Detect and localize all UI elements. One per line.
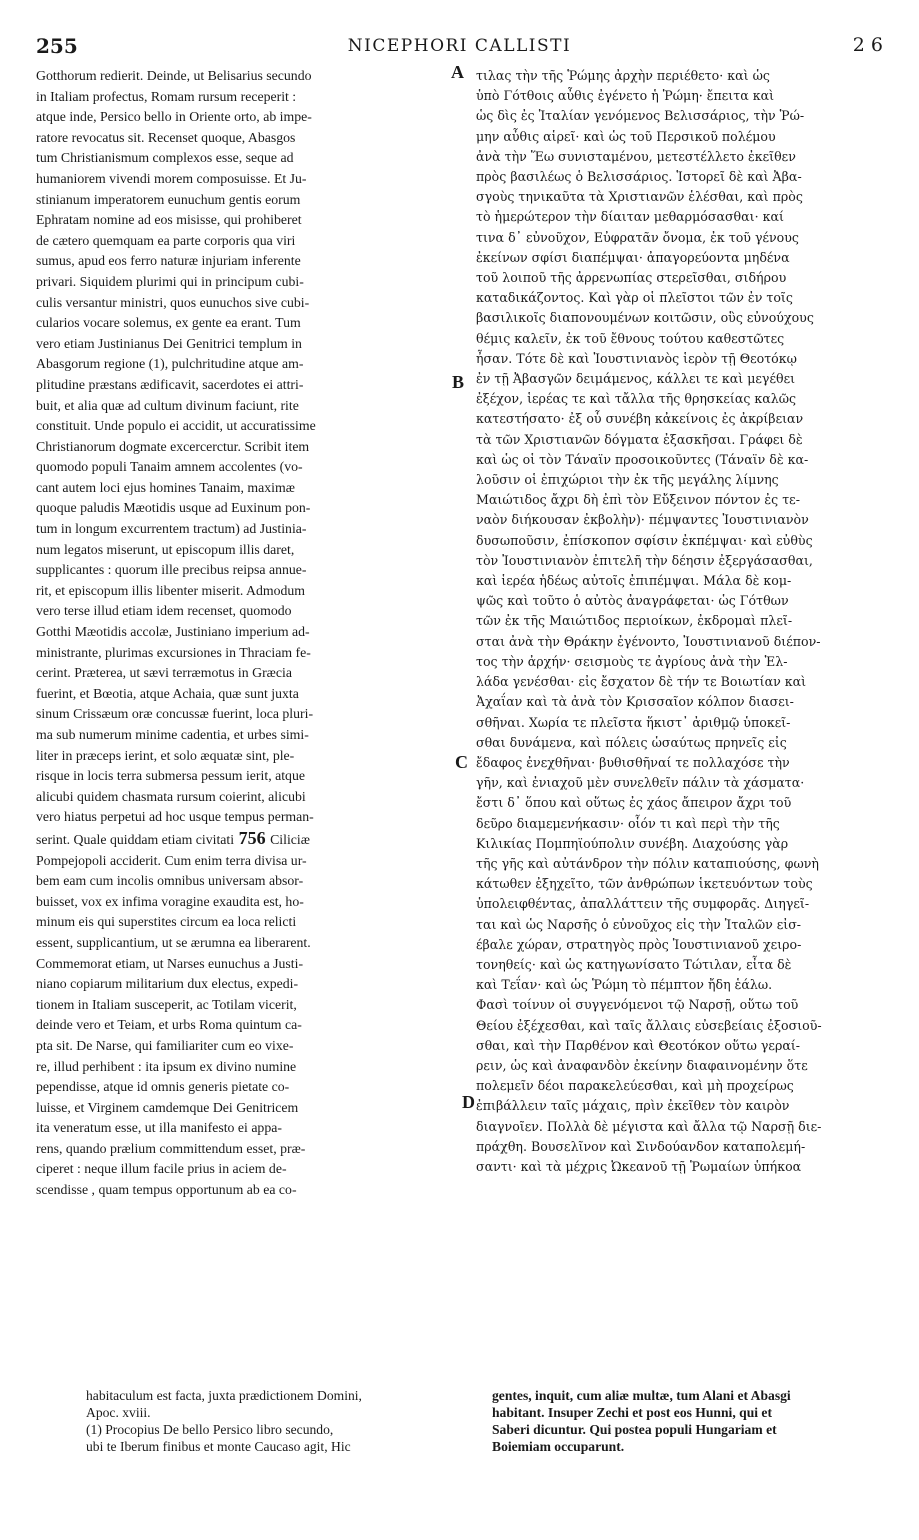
latin-text-line: Ephratam nomine ad eos misisse, qui prohiberet: [36, 212, 302, 228]
greek-text-line: δεῦρο διαμεμενήκασιν· οἷόν τι καὶ περὶ τὴν τῆς: [476, 815, 780, 831]
latin-text-line: pta sit. De Narse, qui familiariter cum eo vixe-: [36, 1037, 294, 1053]
footer-right-text: [492, 1387, 892, 1455]
footer-left-line: Apoc. xviii.: [86, 1405, 151, 1420]
latin-text-line: plitudine præstans ædificavit, sacerdotes ei attri-: [36, 376, 304, 392]
footer-left-text: [86, 1387, 466, 1421]
greek-text-line: σγοὺς τηνικαῦτα τὰ Χριστιανῶν ἑλέσθαι, καὶ πρὸς: [476, 189, 803, 205]
greek-text-line: ψῶς καὶ τοῦτο ὁ αὐτὸς ἀναγράφεται· ὡς Γότθων: [476, 593, 789, 609]
greek-text-line: Μαιώτιδος ἄχρι δὴ ἐπὶ τὸν Εὔξεινον πόντον ἐς τε-: [476, 492, 800, 508]
greek-text-line: κατεστήσατο· ἐξ οὗ συνέβη κἀκείνοις ἐς ἀκρίβειαν: [476, 411, 804, 427]
greek-text-line: καὶ Τεΐαν· καὶ ὡς Ῥώμη τὸ πέμπτον ἤδη ἑάλω.: [476, 977, 773, 993]
footer-right-line: Saberi dicuntur. Qui postea populi Hungariam et: [492, 1422, 777, 1437]
greek-text-line: λοῦσιν οἱ ἐπιχώριοι τὴν ἐκ τῆς μεγάλης λίμνης: [476, 472, 779, 488]
greek-text-line: έβαλε χώραν, στρατηγὸς πρὸς Ἰουστινιανοῦ χειρο-: [476, 936, 802, 952]
latin-text-line: Abasgorum regione (1), pulchritudine atque am-: [36, 356, 304, 372]
greek-text-line: ἀνὰ τὴν Ἕω συνισταμένου, μετεστέλλετο ἐκεῖθεν: [476, 148, 796, 164]
greek-text-line: σθῆναι. Χωρία τε πλεῖστα ἥκιστ᾽ ἀριθμῷ ὑποκεῖ-: [476, 714, 791, 730]
inline-word: Ciliciæ: [270, 831, 310, 847]
latin-text-line: serint. Quale quiddam etiam civitati 756 Ciliciæ: [36, 827, 310, 848]
greek-text-line: τὰ τῶν Χριστιανῶν δόγματα ἐξασκῆσαι. Γράφει δὲ: [476, 431, 803, 447]
latin-text-line: Gotthi Mæotidis accolæ, Justiniano imperium ad-: [36, 624, 310, 640]
greek-text-line: τὸν Ἰουστινιανὸν ἐπιτελῆ τὴν δέησιν ἐξεργάσασθαι,: [476, 552, 813, 568]
latin-text-line: in Italiam profectus, Romam rursum receperit :: [36, 88, 297, 104]
greek-text-line: ρειν, ὡς καὶ ἀναφανδὸν ἐκείνην διαφαινομένην ὅτε: [476, 1057, 808, 1073]
latin-text-line: luisse, et Virginem camdemque Dei Genitricem: [36, 1099, 299, 1115]
latin-text-line: cant autem loci ejus homines Tanaim, maximæ: [36, 479, 295, 495]
greek-text-line: τινα δ᾽ εὐνοῦχον, Εὐφρατᾶν ὄνομα, ἐκ τοῦ γένους: [476, 229, 799, 245]
greek-text-line: καὶ ἱερέα ἡδέως αὐτοῖς ἐπιπέμψαι. Μάλα δὲ κομ-: [476, 573, 792, 589]
greek-text-line: ται καὶ ὡς Ναρσῆς ὁ εὐνοῦχος εἰς τὴν Ἰταλῶν εἰσ-: [476, 916, 802, 932]
greek-text-line: τιλας τὴν τῆς Ῥώμης ἀρχὴν περιέθετο· καὶ ὡς: [476, 68, 770, 83]
greek-text-line: Φασὶ τοίνυν οἱ συγγενόμενοι τῷ Ναρσῇ, οὕτω τοῦ: [476, 997, 799, 1013]
latin-text-line: essent, supplicantium, ut se ærumna ea liberarent.: [36, 934, 311, 950]
greek-text-line: ἐξέχον, ἱερέας τε καὶ τἄλλα τῆς θρησκείας καλῶς: [476, 391, 797, 407]
greek-text-line: ὑπὸ Γότθοις αὖθις ἐγένετο ἡ Ῥώμη· ἔπειτα καὶ: [476, 88, 775, 104]
latin-text-line: quoque paludis Mæotidis usque ad Euxinum pon-: [36, 500, 311, 516]
latin-text-line: scendisse , quam tempus opportunum ab ea co-: [36, 1182, 297, 1198]
page-number-left: 255: [36, 34, 78, 58]
greek-text-line: σαντι· καὶ τὰ μέχρις Ὠκεανοῦ τῇ Ῥωμαίων ὑπήκοα: [476, 1158, 802, 1174]
greek-text-line: Ἀχαΐαν καὶ τὰ ἀνὰ τὸν Κρισσαῖον κόλπον διασει-: [476, 694, 794, 710]
footer-left-line: habitaculum est facta, juxta prædictionem Domini,: [86, 1388, 362, 1403]
latin-text-line: ma sub numerum minime cadentia, et urbes simi-: [36, 727, 309, 742]
footer-right-line: Boiemiam occuparunt.: [492, 1439, 625, 1454]
greek-text-line: ἔστι δ᾽ ὅπου καὶ οὕτως ἐς χάος ἄπειρον ἄχρι τοῦ: [476, 795, 792, 811]
page-header: [36, 34, 883, 64]
greek-text-line: ὑπολειφθέντας, ἀπαλλάττειν τῆς συμφορᾶς. Διηγεῖ-: [476, 896, 810, 912]
greek-text-line: ἔδαφος ἐνεχθῆναι· βυθισθῆναί τε πολλαχόσε τὴν: [476, 754, 790, 770]
latin-text-line: atque inde, Persico bello in Oriente orto, ab impe-: [36, 109, 312, 125]
latin-text-line: minum eis qui superstites circum ea loca relicti: [36, 914, 297, 930]
latin-text-line: buit, et alia quæ ad cultum divinum faciunt, rite: [36, 397, 299, 413]
latin-text-line: rit, et episcopum illis libenter miserit. Admodum: [36, 582, 306, 598]
latin-text-line: supplicantes : quorum ille precibus reipsa annue-: [36, 562, 307, 578]
greek-text-line: σται ἀνὰ τὴν Θράκην ἐγένοντο, Ἰουστινιανοῦ διέπον-: [476, 633, 821, 649]
greek-text-line: καταδικάζοντος. Καὶ γὰρ οἱ πλεῖστοι τῶν ἐν τοῖς: [476, 290, 793, 306]
greek-text-line: κάτωθεν ἐξηχεῖτο, τῶν ἀνθρώπων ἱκετευόντων τοὺς: [476, 876, 813, 892]
latin-text-line: ratore revocatus sit. Recenset quoque, Abasgos: [36, 129, 296, 145]
latin-text-line: vero etiam Justinianus Dei Genitrici templum in: [36, 335, 302, 351]
latin-text-line: tionem in Italiam susceperit, ac Totilam vicerit,: [36, 996, 297, 1012]
latin-text-line: cerint. Præterea, ut sævi terræmotus in Græcia: [36, 665, 292, 681]
latin-text-line: pependisse, atque id omnis generis pietate co-: [36, 1079, 290, 1095]
latin-text-line: Pompejopoli acciderit. Cum enim terra divisa ur-: [36, 852, 307, 868]
greek-text-line: σθαι, καὶ τὴν Παρθένον καὶ Θεοτόκον οὕτω γεραί-: [476, 1037, 801, 1053]
latin-text-line: deinde vero et Teiam, et urbs Roma quintum ca-: [36, 1017, 302, 1033]
latin-text-line: de cætero quemquam ea parte corporis qua viri: [36, 232, 296, 248]
latin-text-line: bem eam cum incolis omnibus universam absor-: [36, 873, 304, 889]
column-number: 756: [234, 827, 271, 848]
latin-text-line: fuerint, et Bœotia, atque Achaia, quæ sunt juxta: [36, 685, 299, 701]
margin-mark-b: B: [452, 372, 465, 392]
latin-text-line: liter in præceps ierint, et solo æquatæ sint, ple-: [36, 747, 295, 763]
latin-text-line: Commemorat etiam, ut Narses eunuchus a Justi-: [36, 955, 304, 971]
latin-text-line: tum Christianismum complexos esse, seque ad: [36, 150, 294, 166]
latin-text-line: quomodo populi Tanaim amnem accolentes (vo-: [36, 459, 303, 475]
greek-text-line: ἦσαν. Τότε δὲ καὶ Ἰουστινιανὸς ἱερὸν τῇ Θεοτόκῳ: [476, 350, 797, 366]
latin-text-line: ita veneratum esse, ut illa manifesto ei appa-: [36, 1120, 282, 1136]
greek-text-line: τονηθείς· καὶ ὡς κατηγωνίσατο Τώτιλαν, εἶτα δὲ: [476, 956, 792, 972]
greek-text-line: ἐπιβάλλειν ταῖς μάχαις, πρὶν ἐκεῖθεν τὸν καιρὸν: [476, 1098, 790, 1114]
latin-text-line: stinianum imperatorem eunuchum gentis eorum: [36, 191, 301, 207]
latin-text-line: vero hiatus perpetui ad hoc usque tempus perman-: [36, 809, 314, 825]
latin-text-line: Gotthorum redierit. Deinde, ut Belisarius secundo: [36, 68, 312, 83]
latin-text-line: culis versantur ministri, quos eunuchos sive cubi-: [36, 294, 310, 310]
greek-text-line: τος τὴν ἀρχήν· σεισμοὺς τε ἀγρίους ἀνὰ τὴν Ἑλ-: [476, 653, 788, 669]
footnote-line: (1) Procopius De bello Persico libro secundo,: [86, 1422, 334, 1437]
greek-text-line: καὶ ὡς οἱ τὸν Τάναϊν προσοικοῦντες (Τάναϊν δὲ κα-: [476, 451, 809, 467]
greek-text-line: δυσωποῦσιν, ἐπίσκοπον σφίσιν ἐκπέμψαι· καὶ εὐθὺς: [476, 532, 813, 548]
greek-text-line: γῆν, καὶ ἐνιαχοῦ μὲν συνελθεῖν πάλιν τὰ χάσματα·: [476, 775, 805, 791]
footnote-line: ubi te Iberum finibus et monte Caucaso agit, Hic: [86, 1439, 351, 1454]
greek-text-line: πρὸς βασιλέως ὁ Βελισσάριος. Ἱστορεῖ δὲ καὶ Ἀβα-: [476, 169, 802, 185]
latin-text-line: sumus, apud eos ferro naturæ injuriam inferente: [36, 253, 301, 269]
greek-text-line: τοῦ λοιποῦ τῆς ἀρρενωπίας στερεῖσθαι, σιδήρου: [476, 270, 787, 286]
latin-column: [36, 66, 460, 1201]
footer-right-line: gentes, inquit, cum aliæ multæ, tum Alani et Abasgi: [492, 1388, 791, 1403]
page-number-right: 2 6: [852, 34, 883, 56]
footnote: [86, 1421, 466, 1455]
margin-mark-a: A: [451, 62, 464, 82]
footer-right-line: habitant. Insuper Zechi et post eos Hunni, qui et: [492, 1405, 772, 1420]
latin-text-line: humaniorem vivendi morem composuisse. Et Ju-: [36, 170, 307, 186]
greek-text-line: ναὸν διήκουσαν ἐκβολὴν)· πέμψαντες Ἰουστινιανὸν: [476, 512, 809, 528]
running-title: NICEPHORI CALLISTI: [347, 36, 572, 56]
greek-column: [476, 66, 886, 1177]
latin-text-line: Christianorum dogmate excercerctur. Scribit item: [36, 438, 310, 454]
latin-text-line: privari. Siquidem plurimi qui in principum cubi-: [36, 273, 304, 289]
latin-text-line: niano copiarum militarium dux electus, expedi-: [36, 976, 299, 992]
latin-text-line: vero terse illud etiam idem recenset, quomodo: [36, 603, 292, 619]
latin-text-line: buisset, vox ex infima voragine exaudita est, ho-: [36, 893, 304, 909]
greek-text-line: θέμις καλεῖν, ἐκ τοῦ ἔθνους τούτου καθεστῶτες: [476, 330, 785, 346]
greek-text-line: ἐν τῇ Ἀβασγῶν δειμάμενος, κάλλει τε καὶ μεγέθει: [476, 371, 796, 387]
latin-text-line: constituit. Unde populo ei accidit, ut accuratissime: [36, 418, 316, 434]
latin-text-line: ministrante, plurimas excursiones in Thraciam fe-: [36, 644, 311, 660]
greek-text-line: τῶν ἐκ τῆς Μαιώτιδος περιοίκων, ἐκδρομαὶ πλεῖ-: [476, 613, 793, 629]
latin-text-line: alicubi quidem chasmata rursum coierint, alicubi: [36, 788, 306, 804]
greek-text-line: μην αὖθις αἱρεῖ· καὶ ὡς τοῦ Περσικοῦ πολέμου: [476, 128, 776, 144]
greek-text-line: τῆς γῆς καὶ αὐτάνδρον τὴν πόλιν καταπιούσης, φωνὴ: [476, 855, 819, 871]
greek-text-line: Θείου ἐξέχεσθαι, καὶ ταῖς ἄλλαις εὐσεβείαις ἐξοσιοῦ-: [476, 1017, 822, 1033]
latin-text-line: cularios vocare solemus, ex gente ea erant. Tum: [36, 315, 301, 331]
greek-text-line: ὡς δὶς ἐς Ἰταλίαν γενόμενος Βελισσάριος, τὴν Ῥώ-: [476, 108, 805, 124]
latin-text-line: num legatos miserunt, ut episcopum illis daret,: [36, 541, 295, 557]
greek-text-line: Κιλικίας Πομπηϊούπολιν συνέβη. Διαχούσης γὰρ: [476, 835, 789, 851]
latin-text-line: tum in longum excurrentem tractum) ad Justinia-: [36, 521, 307, 537]
latin-text-line: ciperet : neque illum facile prius in aciem de-: [36, 1161, 287, 1177]
greek-text-line: ἐκείνων σφίσι διαπέμψαι· ἀπαγορεύοντα μηδένα: [476, 249, 790, 265]
margin-mark-c: C: [455, 752, 468, 772]
latin-text-line: re, illud perhibent : ita ipsum ex divino numine: [36, 1058, 297, 1074]
margin-mark-d: D: [462, 1092, 475, 1112]
greek-text-line: λάδα γενέσθαι· εἰς ἔσχατον δὲ τήν τε Βοιωτίαν καὶ: [476, 674, 807, 690]
greek-text-line: πράχθη. Βουσελῖνον καὶ Σινδούανδον καταπολεμή-: [476, 1138, 806, 1154]
latin-text-line: rens, quando prælium committendum esset, præ-: [36, 1140, 306, 1156]
greek-text-line: τὸ ἡμερώτερον τὴν δίαιταν μεθαρμόσασθαι· καί: [476, 209, 784, 225]
greek-text-line: βασιλικοῖς διαπονουμένων κοιτῶσιν, οὓς εὐνούχους: [476, 310, 814, 326]
greek-text-line: πολεμεῖν δέοι παρακελεύεσθαι, καὶ μὴ προχείρως: [476, 1078, 794, 1094]
latin-text-line: risque in locis terra submersa pessum ierit, atque: [36, 768, 305, 784]
greek-text-line: σθαι δυνάμενα, καὶ πόλεις ὡσαύτως πρηνεῖς εἰς: [476, 734, 787, 750]
latin-text-line: sinum Crissæum oræ concussæ fuerint, loca pluri-: [36, 706, 314, 722]
greek-text-line: διαγνοῖεν. Πολλὰ δὲ μέγιστα καὶ ἄλλα τῷ Ναρσῇ διε-: [476, 1118, 822, 1134]
